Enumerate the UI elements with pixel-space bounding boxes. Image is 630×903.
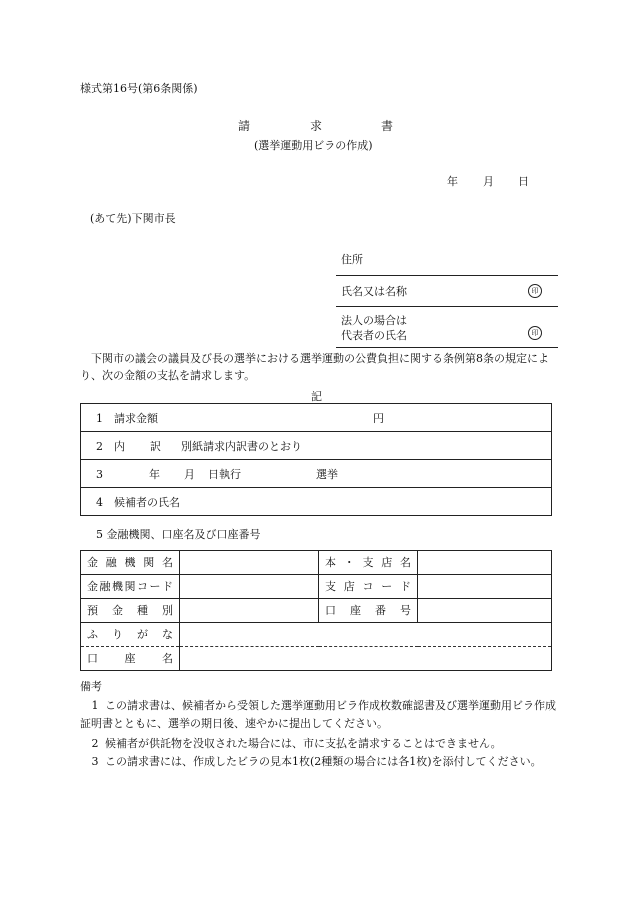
bank-row-1 xyxy=(81,551,552,575)
account-name-field[interactable] xyxy=(180,647,552,671)
notes-heading: 備考 xyxy=(80,680,102,693)
item-candidate xyxy=(81,488,552,516)
election-year: 年 xyxy=(149,468,160,481)
document-subtitle: (選挙運動用ビラの作成) xyxy=(254,139,373,152)
bank-table xyxy=(80,550,552,671)
election-day: 日執行 xyxy=(208,468,241,481)
item-request-amount xyxy=(81,404,552,432)
item-number: 1 xyxy=(96,412,103,425)
request-amount-cell[interactable] xyxy=(81,404,552,432)
representative-row[interactable] xyxy=(336,307,558,348)
branch-code-label: 支店コード xyxy=(319,575,418,599)
title-char-2: 求 xyxy=(310,119,323,133)
institution-code-label: 金融機関コード xyxy=(81,575,180,599)
election-month: 月 xyxy=(184,468,195,481)
deposit-type-field[interactable] xyxy=(180,599,319,623)
account-number-field[interactable] xyxy=(418,599,552,623)
representative-label-line2: 代表者の氏名 xyxy=(341,328,407,342)
ki-mark: 記 xyxy=(311,390,322,403)
breakdown-cell[interactable] xyxy=(81,432,552,460)
form-number: 様式第16号(第6条関係) xyxy=(80,82,198,95)
address-row[interactable] xyxy=(336,246,558,276)
note-number: 3 xyxy=(91,755,99,768)
title-char-3: 書 xyxy=(381,119,394,133)
title-char-1: 請 xyxy=(238,119,251,133)
note-2 xyxy=(80,735,560,753)
yen-unit: 円 xyxy=(373,412,384,425)
item-number: 4 xyxy=(96,496,103,509)
bank-row-account-name xyxy=(81,647,552,671)
note-1 xyxy=(80,697,560,732)
note-3 xyxy=(80,753,560,771)
institution-name-label: 金融機関名 xyxy=(81,551,180,575)
bank-heading: 5 金融機関、口座名及び口座番号 xyxy=(96,528,261,541)
request-amount-label: 請求金額 xyxy=(114,412,158,425)
date-day: 日 xyxy=(518,175,529,188)
date-year: 年 xyxy=(447,175,458,188)
seal-icon: 印 xyxy=(528,284,542,298)
note-2-text: 候補者が供託物を没収された場合には、市に支払を請求することはできません。 xyxy=(105,737,502,750)
deposit-type-label: 預金種別 xyxy=(81,599,180,623)
candidate-cell[interactable] xyxy=(81,488,552,516)
breakdown-value: 別紙請求内訳書のとおり xyxy=(181,440,302,453)
institution-name-field[interactable] xyxy=(180,551,319,575)
note-number: 1 xyxy=(91,699,99,712)
date-month: 月 xyxy=(483,175,494,188)
note-1-text: この請求書は、候補者から受領した選挙運動用ビラ作成枚数確認書及び選挙運動用ビラ作成証明書とともに、選挙の期日後、速やかに提出してください。 xyxy=(80,699,556,730)
bank-row-3 xyxy=(81,599,552,623)
breakdown-label-b: 訳 xyxy=(150,440,161,453)
representative-label-line1: 法人の場合は xyxy=(341,314,407,327)
address-label: 住所 xyxy=(341,253,363,266)
candidate-name-label: 候補者の氏名 xyxy=(114,496,180,509)
election-cell[interactable] xyxy=(81,460,552,488)
item-number: 2 xyxy=(96,440,103,453)
addressee: (あて先)下関市長 xyxy=(90,212,176,225)
branch-name-label: 本・支店名 xyxy=(319,551,418,575)
note-number: 2 xyxy=(91,737,99,750)
branch-code-field[interactable] xyxy=(418,575,552,599)
account-number-label: 口座番号 xyxy=(319,599,418,623)
note-3-text: この請求書には、作成したビラの見本1枚(2種類の場合には各1枚)を添付してください。 xyxy=(105,755,542,768)
name-row[interactable] xyxy=(336,276,558,307)
election-label: 選挙 xyxy=(316,468,338,481)
breakdown-label-a: 内 xyxy=(114,440,125,453)
applicant-block xyxy=(336,246,558,348)
seal-icon: 印 xyxy=(528,326,542,340)
account-name-label: 口座名 xyxy=(81,647,180,671)
bank-row-furigana xyxy=(81,623,552,647)
representative-label xyxy=(341,314,461,344)
name-label: 氏名又は名称 xyxy=(341,285,407,298)
item-election xyxy=(81,460,552,488)
request-text: 下関市の議会の議員及び長の選挙における選挙運動の公費負担に関する条例第8条の規定により、次の金額の支払を請求します。 xyxy=(80,352,549,383)
institution-code-field[interactable] xyxy=(180,575,319,599)
request-items-table xyxy=(80,403,552,516)
furigana-field[interactable] xyxy=(180,623,552,647)
branch-name-field[interactable] xyxy=(418,551,552,575)
bank-row-2 xyxy=(81,575,552,599)
item-number: 3 xyxy=(96,468,103,481)
furigana-label: ふりがな xyxy=(81,623,180,647)
item-breakdown xyxy=(81,432,552,460)
